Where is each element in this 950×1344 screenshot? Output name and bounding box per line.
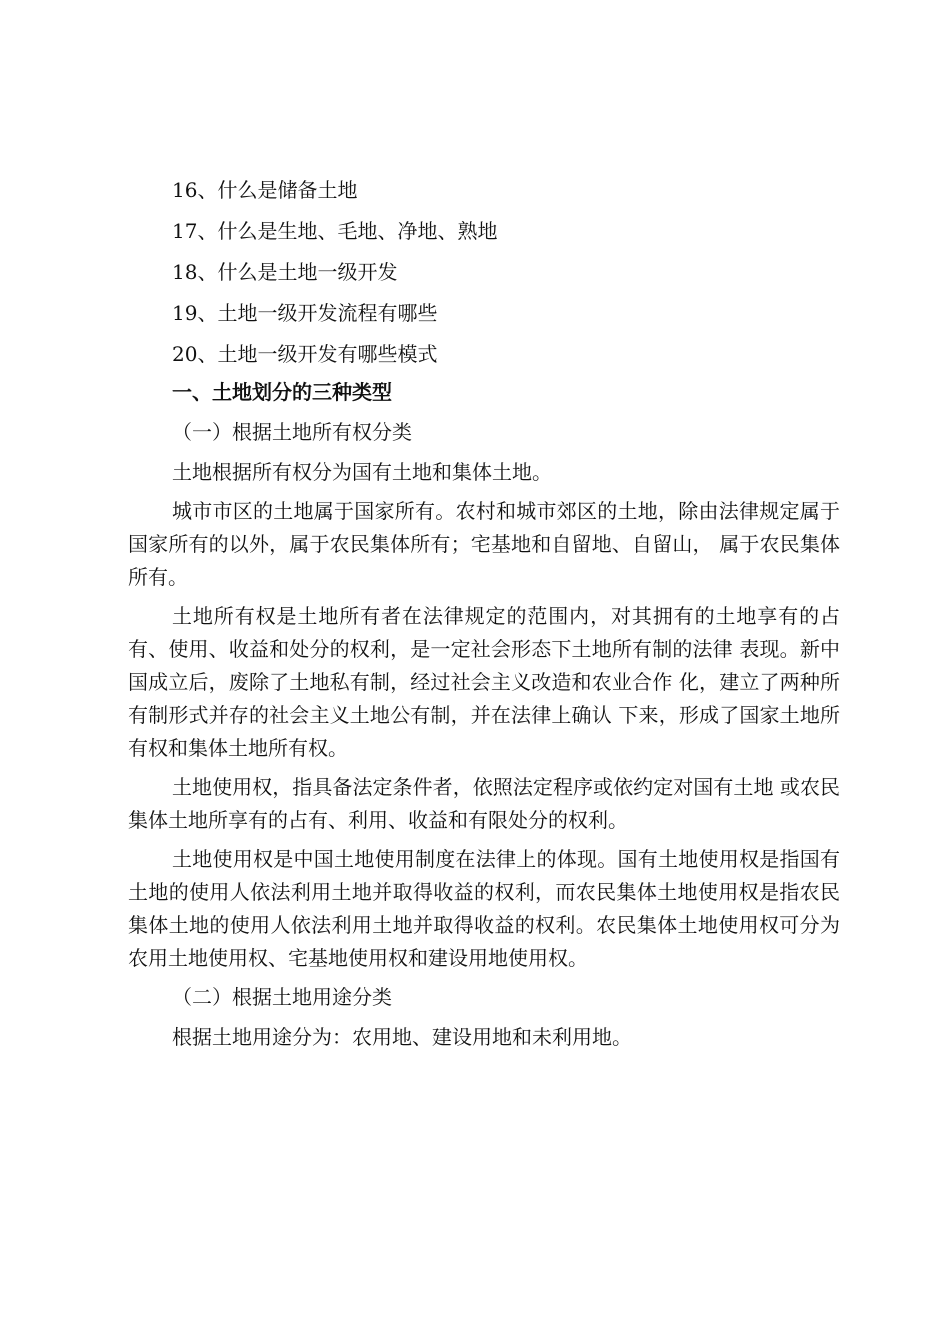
question-item-16: 16、什么是储备土地 — [172, 178, 358, 202]
paragraph: 土地使用权是中国土地使用制度在法律上的体现。国有土地使用权是指国有土地的使用人依法利用土地并取得收益的权利，而农民集体土地使用权是指农民集体土地的使用人依法利用土地并取得收益的权利。农民集体土地使用权可分为农用土地使用权、宅基地使用权和建设用地使用权。 — [128, 847, 840, 970]
paragraph: 土地所有权是土地所有者在法律规定的范围内，对其拥有的土地享有的占有、使用、收益和处分的权利，是一定社会形态下土地所有制的法律 表现。新中国成立后，废除了土地私有制，经过社会主义改造和农业合作 化，建立了两种所有制形式并存的社会主义土地公有制，并在法律上确认 下来，形成了国家土地所有权和集体土地所有权。 — [128, 604, 840, 760]
paragraph: 土地使用权，指具备法定条件者，依照法定程序或依约定对国有土地 或农民集体土地所享有的占有、利用、收益和有限处分的权利。 — [128, 775, 840, 832]
paragraph: 土地根据所有权分为国有土地和集体土地。 — [172, 460, 552, 484]
subsection-heading-ownership: （一）根据土地所有权分类 — [172, 420, 412, 444]
question-list — [172, 170, 852, 375]
question-item-17: 17、什么是生地、毛地、净地、熟地 — [172, 219, 498, 243]
question-item-19: 19、土地一级开发流程有哪些 — [172, 301, 438, 325]
paragraph: 城市市区的土地属于国家所有。农村和城市郊区的土地，除由法律规定属于国家所有的以外，属于农民集体所有；宅基地和自留地、自留山， 属于农民集体所有。 — [128, 499, 840, 589]
question-item-20: 20、土地一级开发有哪些模式 — [172, 342, 438, 366]
paragraph: 根据土地用途分为：农用地、建设用地和未利用地。 — [172, 1025, 632, 1049]
subsection-heading-usage: （二）根据土地用途分类 — [172, 985, 392, 1009]
document-body — [128, 374, 840, 1054]
section-heading: 一、土地划分的三种类型 — [172, 380, 392, 404]
question-item-18: 18、什么是土地一级开发 — [172, 260, 398, 284]
